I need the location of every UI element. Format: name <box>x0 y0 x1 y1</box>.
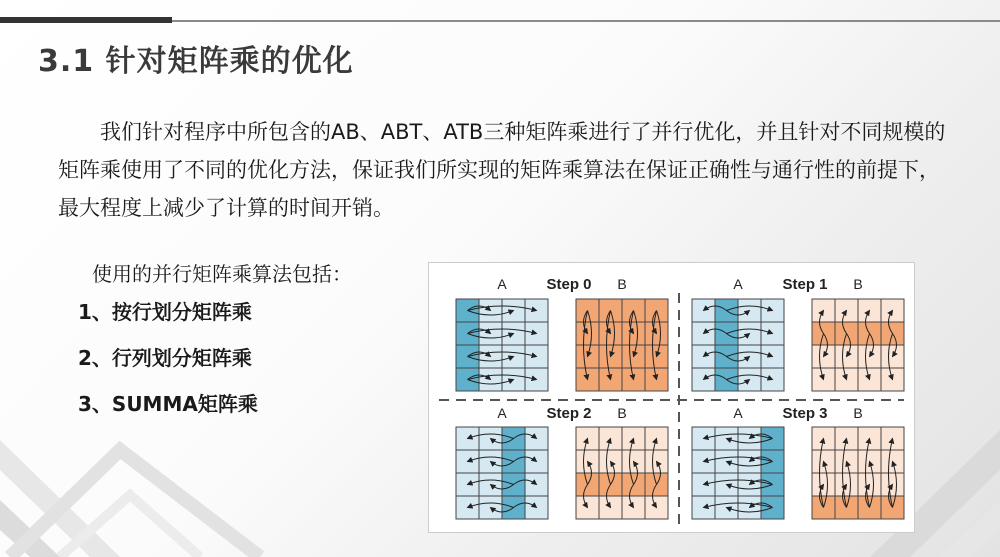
algorithm-list <box>78 296 258 434</box>
summa-steps-diagram <box>429 263 914 532</box>
matrix-a-label: A <box>497 405 507 421</box>
intro-paragraph: 我们针对程序中所包含的AB、ABT、ATB三种矩阵乘进行了并行优化，并且针对不同规模的矩阵乘使用了不同的优化方法，保证我们所实现的矩阵乘算法在保证正确性与通行性的前提下，最大程度上减少了计算的时间开销。 <box>58 120 946 220</box>
matrix-b-label: B <box>853 276 863 292</box>
summa-steps-figure <box>428 262 915 533</box>
step-label: Step 2 <box>546 405 592 422</box>
algorithm-intro: 使用的并行矩阵乘算法包括： <box>92 262 352 286</box>
algorithm-item: 2、行列划分矩阵乘 <box>78 346 252 370</box>
step-label: Step 1 <box>782 276 828 293</box>
step-label: Step 0 <box>546 276 592 293</box>
algorithm-item: 3、SUMMA矩阵乘 <box>78 392 258 416</box>
matrix-b-label: B <box>617 276 627 292</box>
matrix-b-label: B <box>853 405 863 421</box>
title-rule <box>172 20 1000 22</box>
step-label: Step 3 <box>782 405 828 422</box>
algorithm-item: 1、按行划分矩阵乘 <box>78 300 252 324</box>
matrix-a-label: A <box>497 276 507 292</box>
matrix-a-label: A <box>733 405 743 421</box>
matrix-a-label: A <box>733 276 743 292</box>
title-accent-bar <box>0 17 172 23</box>
matrix-b-label: B <box>617 405 627 421</box>
slide-title: 3.1 针对矩阵乘的优化 <box>38 44 354 79</box>
